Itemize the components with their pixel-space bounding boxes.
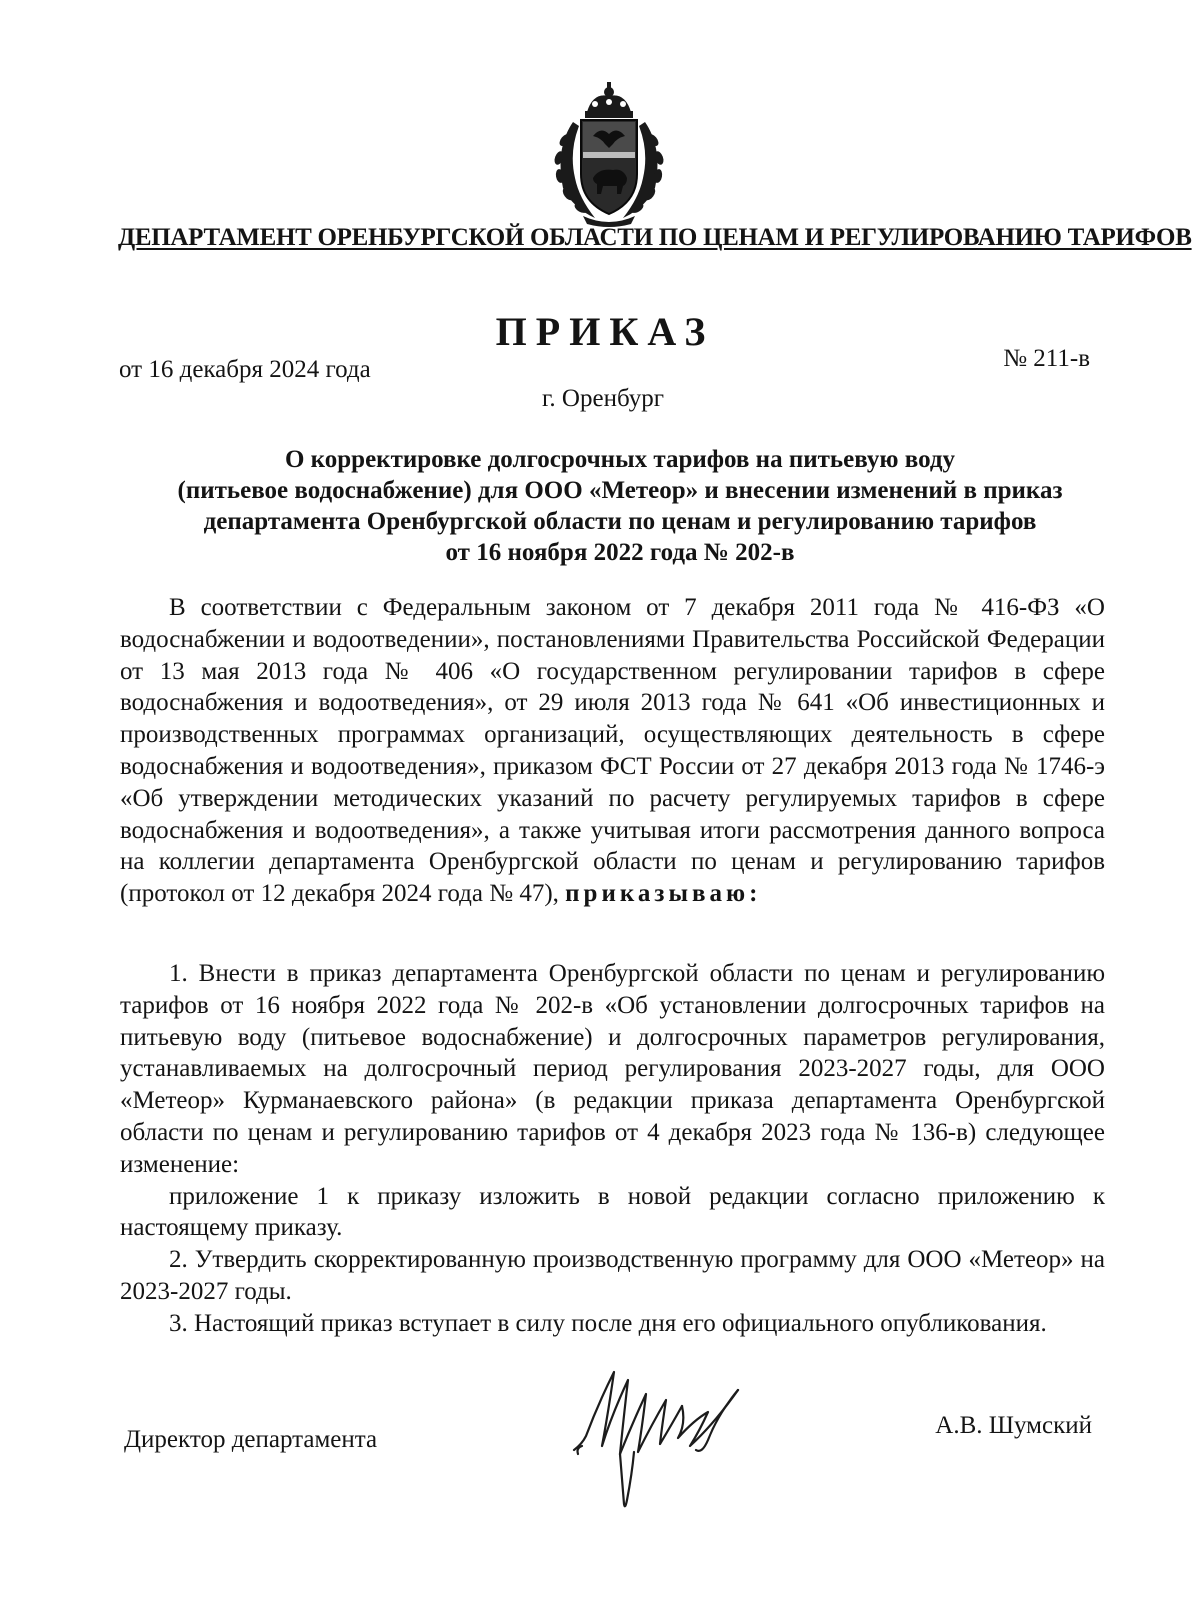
- document-city: г. Оренбург: [542, 385, 664, 412]
- signatory-position: Директор департамента: [124, 1426, 378, 1453]
- document-date: от 16 декабря 2024 года: [119, 356, 371, 383]
- preamble-text: В соответствии с Федеральным законом от 7 декабря 2011 года № 416-ФЗ «О водоснабжении и водоотведении», постановлениями Правительства Российской Федерации от 13 мая 2013 года № 406 «О государственном регулировании тарифов в сфере водоснабжения и водоотведения», от 29 июля 2013 года № 641 «Об инвестиционных и производственных программах организаций, осуществляющих деятельность в сфере водоснабжения и водоотведения», приказом ФСТ России от 27 декабря 2013 года № 1746-э «Об утверждении методических указаний по расчету регулируемых тарифов в сфере водоснабжения и водоотведения», а также учитывая итоги рассмотрения данного вопроса на коллегии департамента Оренбургской области по ценам и регулированию тарифов (протокол от 12 декабря 2024 года № 47),: [120, 594, 1105, 908]
- department-name: ДЕПАРТАМЕНТ ОРЕНБУРГСКОЙ ОБЛАСТИ ПО ЦЕНАМ И РЕГУЛИРОВАНИЮ ТАРИФОВ: [118, 224, 1192, 251]
- document-number: № 211-в: [1003, 345, 1090, 372]
- heading-line: департамента Оренбургской области по ценам и регулированию тарифов: [203, 508, 1037, 535]
- document-heading: [140, 444, 1100, 568]
- order-item: 1. Внести в приказ департамента Оренбургской области по ценам и регулированию тарифов от 16 ноября 2022 года № 202-в «Об установлении долгосрочных тарифов на питьевую воду (питьевое водоснабжение) и долгосрочных параметров регулирования, устанавливаемых на долгосрочный период регулирования 2023-2027 годы, для ООО «Метеор» Курманаевского района» (в редакции приказа департамента Оренбургской области по ценам и регулированию тарифов от 4 декабря 2023 года № 136-в) следующее изменение:: [120, 960, 1105, 1178]
- coat-of-arms-icon: [543, 78, 675, 228]
- order-item: 3. Настоящий приказ вступает в силу после дня его официального опубликования.: [169, 1309, 1047, 1337]
- order-item: 2. Утвердить скорректированную производственную программу для ООО «Метеор» на 2023-2027 годы.: [120, 1246, 1105, 1305]
- heading-line: (питьевое водоснабжение) для ООО «Метеор» и внесении изменений в приказ: [177, 477, 1063, 504]
- signatory-name: А.В. Шумский: [935, 1412, 1092, 1439]
- document-type-title: ПРИКАЗ: [495, 309, 715, 354]
- order-word: приказываю:: [565, 880, 762, 908]
- order-item: приложение 1 к приказу изложить в новой редакции согласно приложению к настоящему приказу.: [120, 1182, 1105, 1242]
- preamble-paragraph: [120, 592, 1105, 910]
- heading-line: О корректировке долгосрочных тарифов на питьевую воду: [284, 446, 955, 473]
- signature-icon: [568, 1354, 758, 1514]
- heading-line: от 16 ноября 2022 года № 202-в: [445, 539, 795, 566]
- order-items: [120, 958, 1105, 1340]
